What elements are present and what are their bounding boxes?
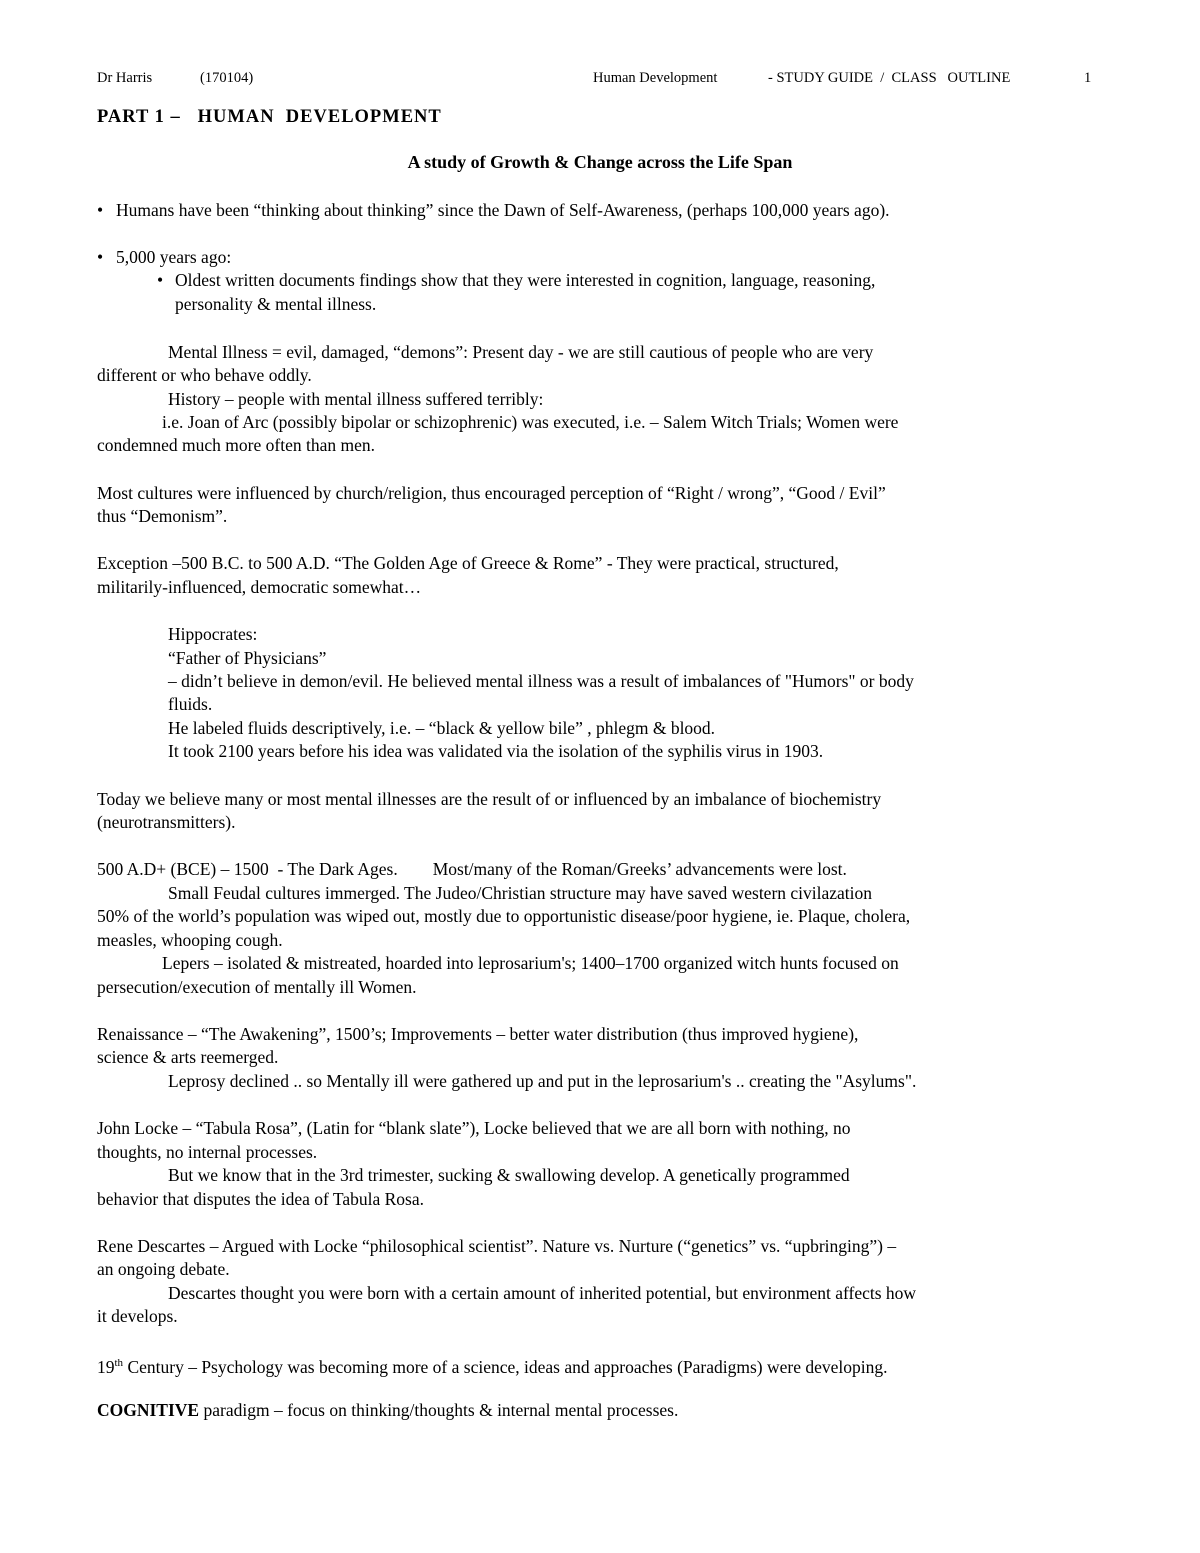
text-line: Exception –500 B.C. to 500 A.D. “The Golden Age of Greece & Rome” - They were practical, structured, [97, 553, 839, 573]
header-page-number: 1 [1084, 70, 1092, 86]
text-line: Today we believe many or most mental illnesses are the result of or influenced by an imbalance of biochemistry [97, 789, 882, 809]
text-line: – didn’t believe in demon/evil. He believed mental illness was a result of imbalances of "Humors" or body [168, 671, 914, 691]
text-line: John Locke – “Tabula Rosa”, (Latin for “blank slate”), Locke believed that we are all born with nothing, no [97, 1118, 851, 1138]
bullet-marker: • [97, 200, 104, 220]
text-line-cognitive [97, 1399, 678, 1422]
text-line: It took 2100 years before his idea was validated via the isolation of the syphilis virus in 1903. [168, 741, 824, 761]
text-line: thoughts, no internal processes. [97, 1142, 318, 1162]
century-number: 19 [97, 1356, 115, 1377]
century-ordinal: th [114, 1357, 124, 1369]
text-line: an ongoing debate. [97, 1259, 230, 1279]
text-line: Hippocrates: [168, 624, 258, 644]
text-line: measles, whooping cough. [97, 930, 283, 950]
text-line-century [97, 1352, 887, 1379]
text-line: it develops. [97, 1306, 178, 1326]
text-line: 50% of the world’s population was wiped out, mostly due to opportunistic disease/poor hygiene, ie. Plaque, cholera, [97, 906, 911, 926]
text-line: thus “Demonism”. [97, 506, 228, 526]
text-line: (neurotransmitters). [97, 812, 236, 832]
text-line: He labeled fluids descriptively, i.e. – “black & yellow bile” , phlegm & blood. [168, 718, 716, 738]
bullet-item: 5,000 years ago: [116, 247, 232, 267]
text-line: fluids. [168, 694, 213, 714]
century-text: Century – Psychology was becoming more of a science, ideas and approaches (Paradigms) were developing. [123, 1356, 888, 1377]
text-line: condemned much more often than men. [97, 435, 375, 455]
sub-bullet-marker: • [157, 270, 164, 290]
text-line: militarily-influenced, democratic somewhat… [97, 577, 422, 597]
text-line: persecution/execution of mentally ill Women. [97, 977, 417, 997]
text-line: Rene Descartes – Argued with Locke “philosophical scientist”. Nature vs. Nurture (“genetics” vs. “upbringing”) – [97, 1236, 897, 1256]
text-line: “Father of Physicians” [168, 648, 327, 668]
text-line: Small Feudal cultures immerged. The Judeo/Christian structure may have saved western civilazation [168, 883, 873, 903]
header-course: Human Development [593, 70, 718, 86]
text-line: 500 A.D+ (BCE) – 1500 - The Dark Ages. Most/many of the Roman/Greeks’ advancements were lost. [97, 859, 847, 879]
header-author: Dr Harris [97, 70, 153, 86]
cognitive-text: paradigm – focus on thinking/thoughts & internal mental processes. [199, 1400, 679, 1420]
text-line: Leprosy declined .. so Mentally ill were gathered up and put in the leprosarium's .. creating the "Asylums". [168, 1071, 917, 1091]
text-line: different or who behave oddly. [97, 365, 312, 385]
cognitive-term: COGNITIVE [97, 1400, 200, 1420]
text-line: But we know that in the 3rd trimester, sucking & swallowing develop. A genetically programmed [168, 1165, 850, 1185]
text-line: Renaissance – “The Awakening”, 1500’s; Improvements – better water distribution (thus improved hygiene), [97, 1024, 859, 1044]
text-line: behavior that disputes the idea of Tabula Rosa. [97, 1189, 424, 1209]
page-title: PART 1 – HUMAN DEVELOPMENT [97, 107, 442, 127]
header-doc-type: - STUDY GUIDE / CLASS OUTLINE [768, 70, 1011, 86]
bullet-marker: • [97, 247, 104, 267]
text-line: i.e. Joan of Arc (possibly bipolar or schizophrenic) was executed, i.e. – Salem Witch Trials; Women were [162, 412, 899, 432]
text-line: History – people with mental illness suffered terribly: [168, 389, 544, 409]
text-line: Descartes thought you were born with a certain amount of inherited potential, but environment affects how [168, 1283, 917, 1303]
text-line: Most cultures were influenced by church/religion, thus encouraged perception of “Right / wrong”, “Good / Evil” [97, 483, 886, 503]
sub-bullet-item-continuation: personality & mental illness. [175, 294, 377, 314]
text-line: Mental Illness = evil, damaged, “demons”: Present day - we are still cautious of people who are very [168, 342, 874, 362]
text-line: science & arts reemerged. [97, 1047, 279, 1067]
text-line: Lepers – isolated & mistreated, hoarded into leprosarium's; 1400–1700 organized witch hunts focused on [162, 953, 899, 973]
header-code: (170104) [200, 70, 254, 86]
bullet-item: Humans have been “thinking about thinking” since the Dawn of Self-Awareness, (perhaps 100,000 years ago). [116, 200, 890, 220]
sub-bullet-item: Oldest written documents findings show that they were interested in cognition, language, reasoning, [175, 270, 876, 290]
page-subtitle: A study of Growth & Change across the Life Span [407, 152, 793, 172]
